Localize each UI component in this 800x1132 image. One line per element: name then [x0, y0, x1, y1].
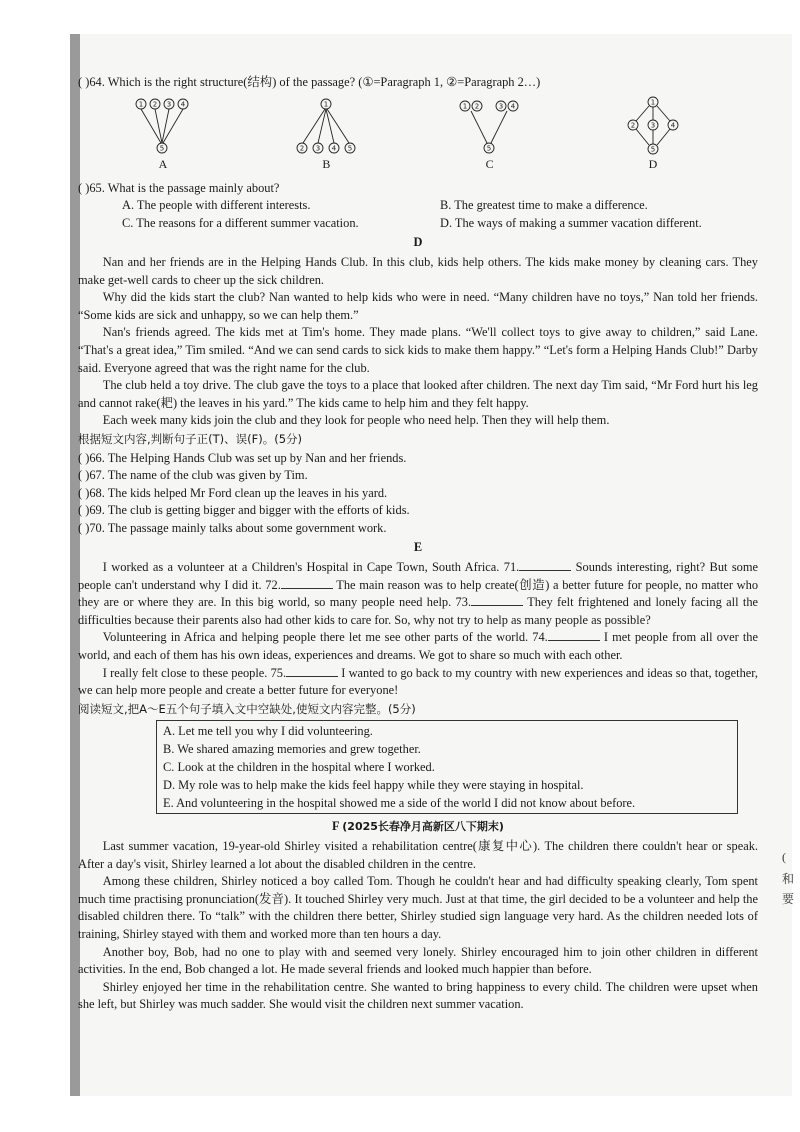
option-b: B. The greatest time to make a difference.: [440, 198, 648, 213]
item-number: ( )70.: [78, 520, 105, 535]
diagram-label: B: [322, 156, 331, 171]
svg-text:5: 5: [650, 145, 656, 154]
answer-blank-72: [281, 577, 333, 589]
section-f-title: [78, 818, 758, 836]
section-f-paragraph: Last summer vacation, 19-year-old Shirley visited a rehabilitation centre(康复中心). The children there couldn't hear or speak. After a day's visit, Shirley learned a lot about the disabled children in the centre.: [78, 839, 758, 871]
section-letter: F: [332, 819, 340, 834]
svg-text:5: 5: [486, 144, 491, 153]
question-65-options: [122, 197, 758, 232]
svg-text:1: 1: [138, 100, 144, 109]
question-65: [78, 180, 758, 198]
section-e-title: E: [413, 540, 423, 555]
section-e-paragraph: [78, 665, 758, 700]
text-run: They felt frightened and lonely facing all the difficulties because their parents also had other kids to care for. So, why not try to help as many people as possible?: [78, 595, 759, 627]
section-d-paragraph: Why did the kids start the club? Nan wanted to help kids who were in need. “Many children have no toys,” Nan told her friends. “Some kids are sick and unhappy, so we can help them.”: [78, 290, 758, 322]
question-number: ( )65.: [78, 180, 105, 195]
svg-text:4: 4: [670, 121, 676, 130]
item-number: ( )68.: [78, 485, 105, 500]
section-f-paragraph: Another boy, Bob, had no one to play with and seemed very lonely. Shirley encouraged him to join other children in different activities. In the end, Bob changed a lot. He made several friends and looked much happier than before.: [78, 944, 758, 977]
svg-text:2: 2: [474, 102, 479, 111]
worksheet-content: [78, 74, 758, 1014]
section-e-paragraph: [78, 629, 758, 664]
option-d: D. The ways of making a summer vacation different.: [440, 215, 702, 230]
margin-mark: 要: [782, 892, 795, 906]
svg-text:5: 5: [159, 144, 165, 153]
structure-diagrams: [128, 96, 688, 180]
svg-text:1: 1: [324, 100, 329, 109]
svg-text:2: 2: [300, 144, 305, 153]
text-run: I wanted to go back to my country with new experiences and ideas so that, together, we can help more people and create a better future for everyone!: [78, 665, 758, 698]
svg-text:3: 3: [498, 102, 503, 111]
section-f-paragraph: Among these children, Shirley noticed a boy called Tom. Though he couldn't hear and had difficulty speaking clearly, Tom spent much time practising pronunciation(发音). It touched Shirley very much. Just at that time, the girl decided to be a volunteer and help the disabled children there. To “talk” with the children there better, Shirley studied sign language very hard. As the children needed lots of training, Shirley stayed with them and worked more than ten hours a day.: [78, 874, 758, 941]
margin-mark: 和: [782, 872, 795, 886]
section-e-paragraph: [78, 559, 758, 629]
section-d-paragraph: Nan's friends agreed. The kids met at Tim's home. They made plans. “We'll collect toys to give away to children,” said Lane. “That's a great idea,” Tim smiled. “And we can send cards to sick kids to make them happy.” “Let's form a Helping Hands Club!” Darby said. Everyone agreed that was the right name for the club.: [78, 325, 758, 375]
section-e-instruction: 阅读短文,把A～E五个句子填入文中空缺处,使短文内容完整。(5分): [78, 701, 416, 716]
options-box: [156, 720, 738, 814]
answer-blank-74: [548, 629, 600, 641]
text-run: I worked as a volunteer at a Children's Hospital in Cape Town, South Africa. 71.: [102, 560, 520, 575]
text-run: Sounds interesting, right? But some people can't understand why I did it. 72.: [78, 560, 758, 592]
answer-blank-71: [519, 559, 571, 571]
tf-item-70: [78, 520, 758, 538]
option-a: A. Let me tell you why I did volunteering.: [163, 724, 373, 739]
svg-text:4: 4: [510, 102, 515, 111]
tf-item-66: [78, 450, 758, 468]
item-number: ( )66.: [78, 450, 105, 465]
section-f-paragraph: Shirley enjoyed her time in the rehabilitation centre. She wanted to bring happiness to every child. The children were upset when she left, but Shirley was much sadder. She would visit the children next summer vacation.: [78, 979, 758, 1012]
option-c: C. Look at the children in the hospital where I worked.: [163, 760, 435, 775]
item-text: The passage mainly talks about some government work.: [107, 520, 387, 535]
section-d-title: D: [413, 235, 423, 250]
diagram-label: D: [648, 156, 658, 171]
question-text: Which is the right structure(结构) of the passage? (①=Paragraph 1, ②=Paragraph 2…): [107, 75, 541, 89]
diagram-label: A: [158, 156, 168, 171]
tf-item-67: [78, 467, 758, 485]
diagram-c: [455, 96, 525, 180]
text-run: I really felt close to these people. 75.: [102, 665, 287, 680]
svg-text:3: 3: [316, 144, 321, 153]
item-text: The kids helped Mr Ford clean up the leaves in his yard.: [107, 485, 388, 500]
svg-text:1: 1: [650, 98, 656, 107]
tf-item-68: [78, 485, 758, 503]
question-64: [78, 74, 758, 92]
option-b: B. We shared amazing memories and grew together.: [163, 742, 421, 757]
svg-text:4: 4: [180, 100, 186, 109]
tf-item-69: [78, 502, 758, 520]
option-c: C. The reasons for a different summer vacation.: [122, 215, 359, 230]
section-d-paragraph: Each week many kids join the club and they look for people who need help. Then they will help them.: [102, 413, 610, 428]
section-d-paragraph: Nan and her friends are in the Helping Hands Club. In this club, kids help others. The kids make money by cleaning cars. They make get-well cards to cheer up the sick children.: [78, 254, 758, 287]
svg-text:1: 1: [462, 102, 467, 111]
svg-text:3: 3: [650, 121, 656, 130]
option-a: A. The people with different interests.: [122, 198, 311, 213]
section-d-paragraph: The club held a toy drive. The club gave the toys to a place that looked after children. The next day Tim said, “Mr Ford hurt his leg and cannot rake(耙) the leaves in his yard.” The kids came to help him and they felt happy.: [78, 378, 758, 410]
item-text: The name of the club was given by Tim.: [107, 468, 308, 483]
item-number: ( )69.: [78, 503, 105, 518]
answer-blank-75: [286, 665, 338, 677]
section-d-instruction: 根据短文内容,判断句子正(T)、误(F)。(5分): [78, 431, 303, 446]
svg-text:2: 2: [630, 121, 636, 130]
svg-text:5: 5: [348, 144, 353, 153]
question-number: ( )64.: [78, 75, 105, 89]
item-number: ( )67.: [78, 468, 105, 483]
answer-blank-73: [471, 594, 523, 606]
svg-text:2: 2: [152, 100, 158, 109]
option-d: D. My role was to help make the kids feel happy while they were staying in hospital.: [163, 778, 584, 793]
question-text: What is the passage mainly about?: [107, 180, 280, 195]
section-source: (2025长春净月高新区八下期末): [342, 820, 504, 834]
diagram-b: [291, 96, 361, 180]
text-run: I met people from all over the world, and each of them has his own ideas, experiences and dreams. We got to share so much with each other.: [78, 630, 759, 663]
text-run: Volunteering in Africa and helping people there let me see other parts of the world. 74.: [102, 630, 548, 645]
svg-text:3: 3: [166, 100, 172, 109]
option-e: E. And volunteering in the hospital showed me a side of the world I did not know about before.: [163, 796, 636, 811]
diagram-d: [618, 96, 688, 180]
margin-mark: (: [782, 850, 786, 864]
svg-text:4: 4: [332, 144, 337, 153]
item-text: The Helping Hands Club was set up by Nan and her friends.: [107, 450, 407, 465]
diagram-label: C: [485, 156, 494, 171]
diagram-a: [128, 96, 198, 180]
text-run: The main reason was to help create(创造) a better future for people, no matter who they are or where they are. In this big world, so many people need help. 73.: [78, 577, 759, 610]
item-text: The club is getting bigger and bigger with the efforts of kids.: [107, 503, 410, 518]
